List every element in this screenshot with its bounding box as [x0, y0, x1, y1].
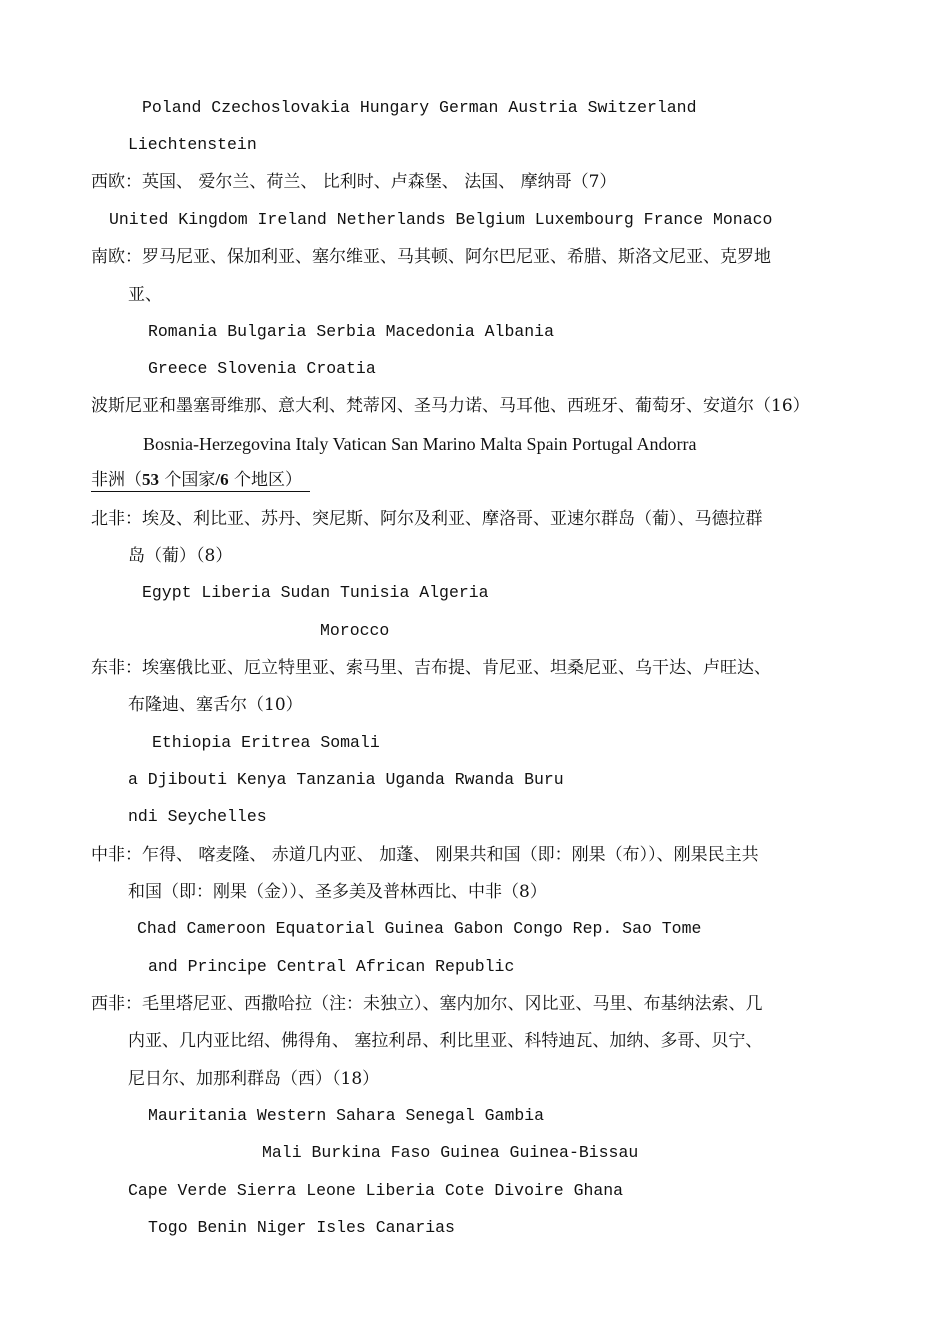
- region-line-east-africa: 东非：埃塞俄比亚、厄立特里亚、索马里、吉布提、肯尼亚、坦桑尼亚、乌干达、卢旺达、: [91, 658, 771, 678]
- text-line: Romania Bulgaria Serbia Macedonia Albania: [148, 322, 554, 341]
- text-line: Egypt Liberia Sudan Tunisia Algeria: [142, 583, 489, 602]
- text-line: and Principe Central African Republic: [148, 957, 515, 976]
- text-line: 尼日尔、加那利群岛（西）（18）: [128, 1069, 380, 1089]
- region-line-western-europe: 西欧：英国、 爱尔兰、荷兰、 比利时、卢森堡、 法国、 摩纳哥（7）: [91, 172, 617, 192]
- text-line: Togo Benin Niger Isles Canarias: [148, 1218, 455, 1237]
- text-line: Cape Verde Sierra Leone Liberia Cote Divoire Ghana: [128, 1181, 624, 1200]
- text-line: Chad Cameroon Equatorial Guinea Gabon Congo Rep. Sao Tome: [137, 919, 702, 938]
- text-line: Mali Burkina Faso Guinea Guinea-Bissau: [262, 1143, 639, 1162]
- text-line: 波斯尼亚和墨塞哥维那、意大利、梵蒂冈、圣马力诺、马耳他、西班牙、葡萄牙、安道尔（16）: [91, 396, 810, 416]
- text-line: Mauritania Western Sahara Senegal Gambia: [148, 1106, 545, 1125]
- text-line: 内亚、几内亚比绍、佛得角、 塞拉利昂、利比里亚、科特迪瓦、加纳、多哥、贝宁、: [128, 1031, 763, 1051]
- region-line-north-africa: 北非：埃及、利比亚、苏丹、突尼斯、阿尔及利亚、摩洛哥、亚速尔群岛（葡）、马德拉群: [91, 509, 763, 529]
- text-line: ndi Seychelles: [128, 807, 267, 826]
- text-line: 和国（即：刚果（金））、圣多美及普林西比、中非（8）: [128, 882, 547, 902]
- region-line-central-africa: 中非：乍得、 喀麦隆、 赤道几内亚、 加蓬、 刚果共和国（即：刚果（布））、刚果民主共: [91, 845, 759, 865]
- text-line: Morocco: [320, 621, 390, 640]
- text-line: 岛（葡）（8）: [128, 546, 233, 566]
- text-line: a Djibouti Kenya Tanzania Uganda Rwanda Buru: [128, 770, 564, 789]
- text-line: United Kingdom Ireland Netherlands Belgium Luxembourg France Monaco: [109, 210, 773, 229]
- region-line-southern-europe: 南欧：罗马尼亚、保加利亚、塞尔维亚、马其顿、阿尔巴尼亚、希腊、斯洛文尼亚、克罗地: [91, 247, 771, 267]
- text-line: Liechtenstein: [128, 135, 257, 154]
- text-line: Greece Slovenia Croatia: [148, 359, 376, 378]
- region-line-west-africa: 西非：毛里塔尼亚、西撒哈拉（注：未独立）、塞内加尔、冈比亚、马里、布基纳法索、几: [91, 994, 763, 1014]
- text-line: Poland Czechoslovakia Hungary German Austria Switzerland: [142, 98, 697, 117]
- text-line: Bosnia-Herzegovina Italy Vatican San Marino Malta Spain Portugal Andorra: [143, 434, 697, 454]
- section-heading-africa: 非洲（53 个国家/6 个地区）: [91, 469, 310, 492]
- text-line: 亚、: [128, 285, 162, 305]
- text-line: 布隆迪、塞舌尔（10）: [128, 695, 303, 715]
- text-line: Ethiopia Eritrea Somali: [152, 733, 380, 752]
